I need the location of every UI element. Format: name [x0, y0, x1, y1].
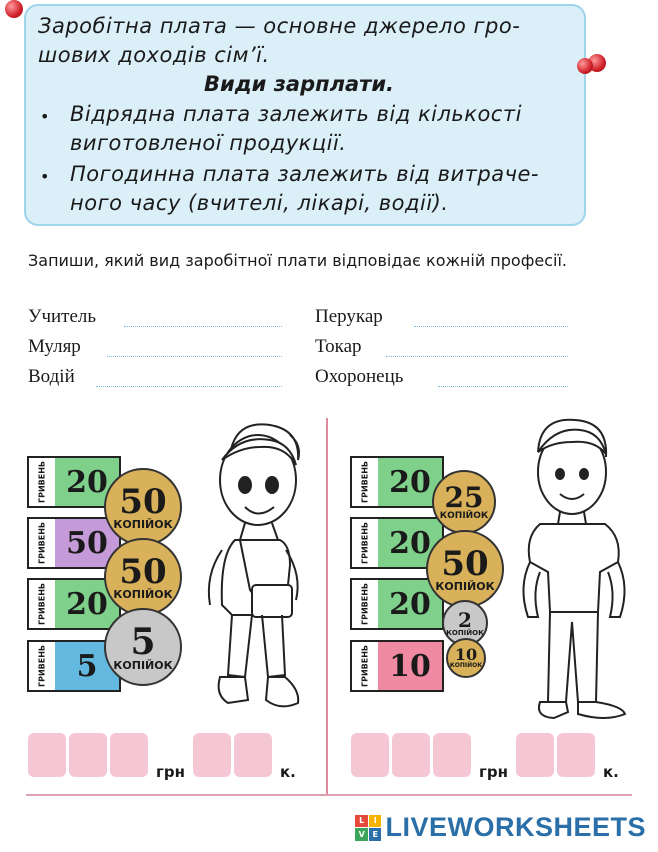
coin-value: 25 — [444, 480, 484, 514]
bill-label: ГРИВЕНЬ — [37, 644, 47, 688]
bullet-1-line-1: Відрядна плата залежить від кількості — [70, 102, 522, 126]
coin — [104, 468, 182, 546]
info-line-2: шових доходів сім’ї. — [38, 43, 270, 67]
profession-teacher: Учитель — [28, 306, 97, 327]
liveworksheets-logo[interactable] — [355, 812, 646, 843]
bill-label: ГРИВЕНЬ — [360, 460, 370, 504]
hryvnia-digit-box[interactable] — [110, 733, 148, 777]
kinds-title: Види зарплати. — [204, 72, 395, 96]
hryvnia-unit-label: грн — [479, 763, 508, 781]
coin-value: 50 — [119, 551, 167, 592]
kopeck-digit-box[interactable] — [557, 733, 595, 777]
coin-label: КОПІЙОК — [113, 658, 173, 672]
hryvnia-digit-box[interactable] — [392, 733, 430, 777]
coin-value: 50 — [119, 481, 167, 522]
profession-guard: Охоронець — [315, 366, 404, 387]
coin-value: 50 — [441, 543, 489, 584]
boy-with-bag-illustration — [190, 415, 320, 725]
bill-value: 5 — [55, 642, 119, 690]
bill-label: ГРИВЕНЬ — [360, 521, 370, 565]
hryvnia-digit-box[interactable] — [69, 733, 107, 777]
bullet-icon: • — [40, 167, 50, 186]
answer-field-driver[interactable] — [96, 386, 282, 387]
answer-field-turner[interactable] — [386, 356, 568, 357]
hryvnia-unit-label: грн — [156, 763, 185, 781]
bill-value: 50 — [55, 519, 119, 567]
bill — [350, 640, 444, 692]
logo-icon: L I V E — [355, 815, 381, 841]
coin-label: КОПІЙОК — [449, 662, 483, 669]
boy-standing-illustration — [510, 412, 645, 727]
bill-value: 20 — [378, 580, 442, 628]
bullet-2-line-2: ного часу (вчителі, лікарі, водії). — [70, 191, 449, 215]
pushpin-icon — [5, 0, 23, 18]
bill-value: 20 — [378, 458, 442, 506]
bill-label: ГРИВЕНЬ — [37, 521, 47, 565]
answer-field-guard[interactable] — [438, 386, 568, 387]
coin — [432, 470, 496, 534]
kopeck-digit-box[interactable] — [234, 733, 272, 777]
coin-label: КОПІЙОК — [113, 587, 173, 601]
bill-value: 20 — [55, 458, 119, 506]
bill-value: 10 — [378, 642, 442, 690]
answer-field-hairdresser[interactable] — [414, 326, 568, 327]
coin — [104, 538, 182, 616]
kopeck-digit-box[interactable] — [193, 733, 231, 777]
coin-label: КОПІЙОК — [113, 517, 173, 531]
bullet-icon: • — [40, 107, 50, 126]
pushpin-icon — [577, 58, 593, 74]
kopeck-digit-box[interactable] — [516, 733, 554, 777]
hryvnia-digit-box[interactable] — [28, 733, 66, 777]
coin-label: КОПІЙОК — [439, 510, 489, 521]
coin — [426, 530, 504, 608]
brand-name: LIVEWORKSHEETS — [385, 812, 646, 842]
bullet-2-line-1: Погодинна плата залежить від витраче- — [70, 162, 539, 186]
profession-hairdresser: Перукар — [315, 306, 383, 327]
answer-field-mason[interactable] — [107, 356, 282, 357]
bill-label: ГРИВЕНЬ — [37, 582, 47, 626]
bill-value: 20 — [55, 580, 119, 628]
coin — [446, 638, 486, 678]
bill-label: ГРИВЕНЬ — [37, 460, 47, 504]
bottom-rule — [26, 794, 632, 796]
coin-label: КОПІЙОК — [446, 628, 484, 637]
hryvnia-digit-box[interactable] — [433, 733, 471, 777]
coin-value: 5 — [130, 620, 156, 663]
kopeck-unit-label: к. — [603, 763, 619, 781]
profession-mason: Муляр — [28, 336, 81, 357]
bill — [350, 456, 444, 508]
coin-label: КОПІЙОК — [435, 579, 495, 593]
bill-value: 20 — [378, 519, 442, 567]
bill-label: ГРИВЕНЬ — [360, 644, 370, 688]
coin-value: 2 — [458, 607, 472, 632]
hryvnia-digit-box[interactable] — [351, 733, 389, 777]
profession-driver: Водій — [28, 366, 75, 387]
coin — [104, 608, 182, 686]
kopeck-unit-label: к. — [280, 763, 296, 781]
answer-field-teacher[interactable] — [124, 326, 282, 327]
coin-value: 10 — [454, 645, 478, 664]
info-line-1: Заробітна плата — основне джерело гро- — [38, 14, 521, 38]
panel-divider — [326, 418, 328, 796]
task-text: Запиши, який вид заробітної плати відповідає кожній професії. — [28, 251, 568, 270]
bullet-1-line-2: виготовленої продукції. — [70, 131, 347, 155]
bill-label: ГРИВЕНЬ — [360, 582, 370, 626]
profession-turner: Токар — [315, 336, 362, 357]
